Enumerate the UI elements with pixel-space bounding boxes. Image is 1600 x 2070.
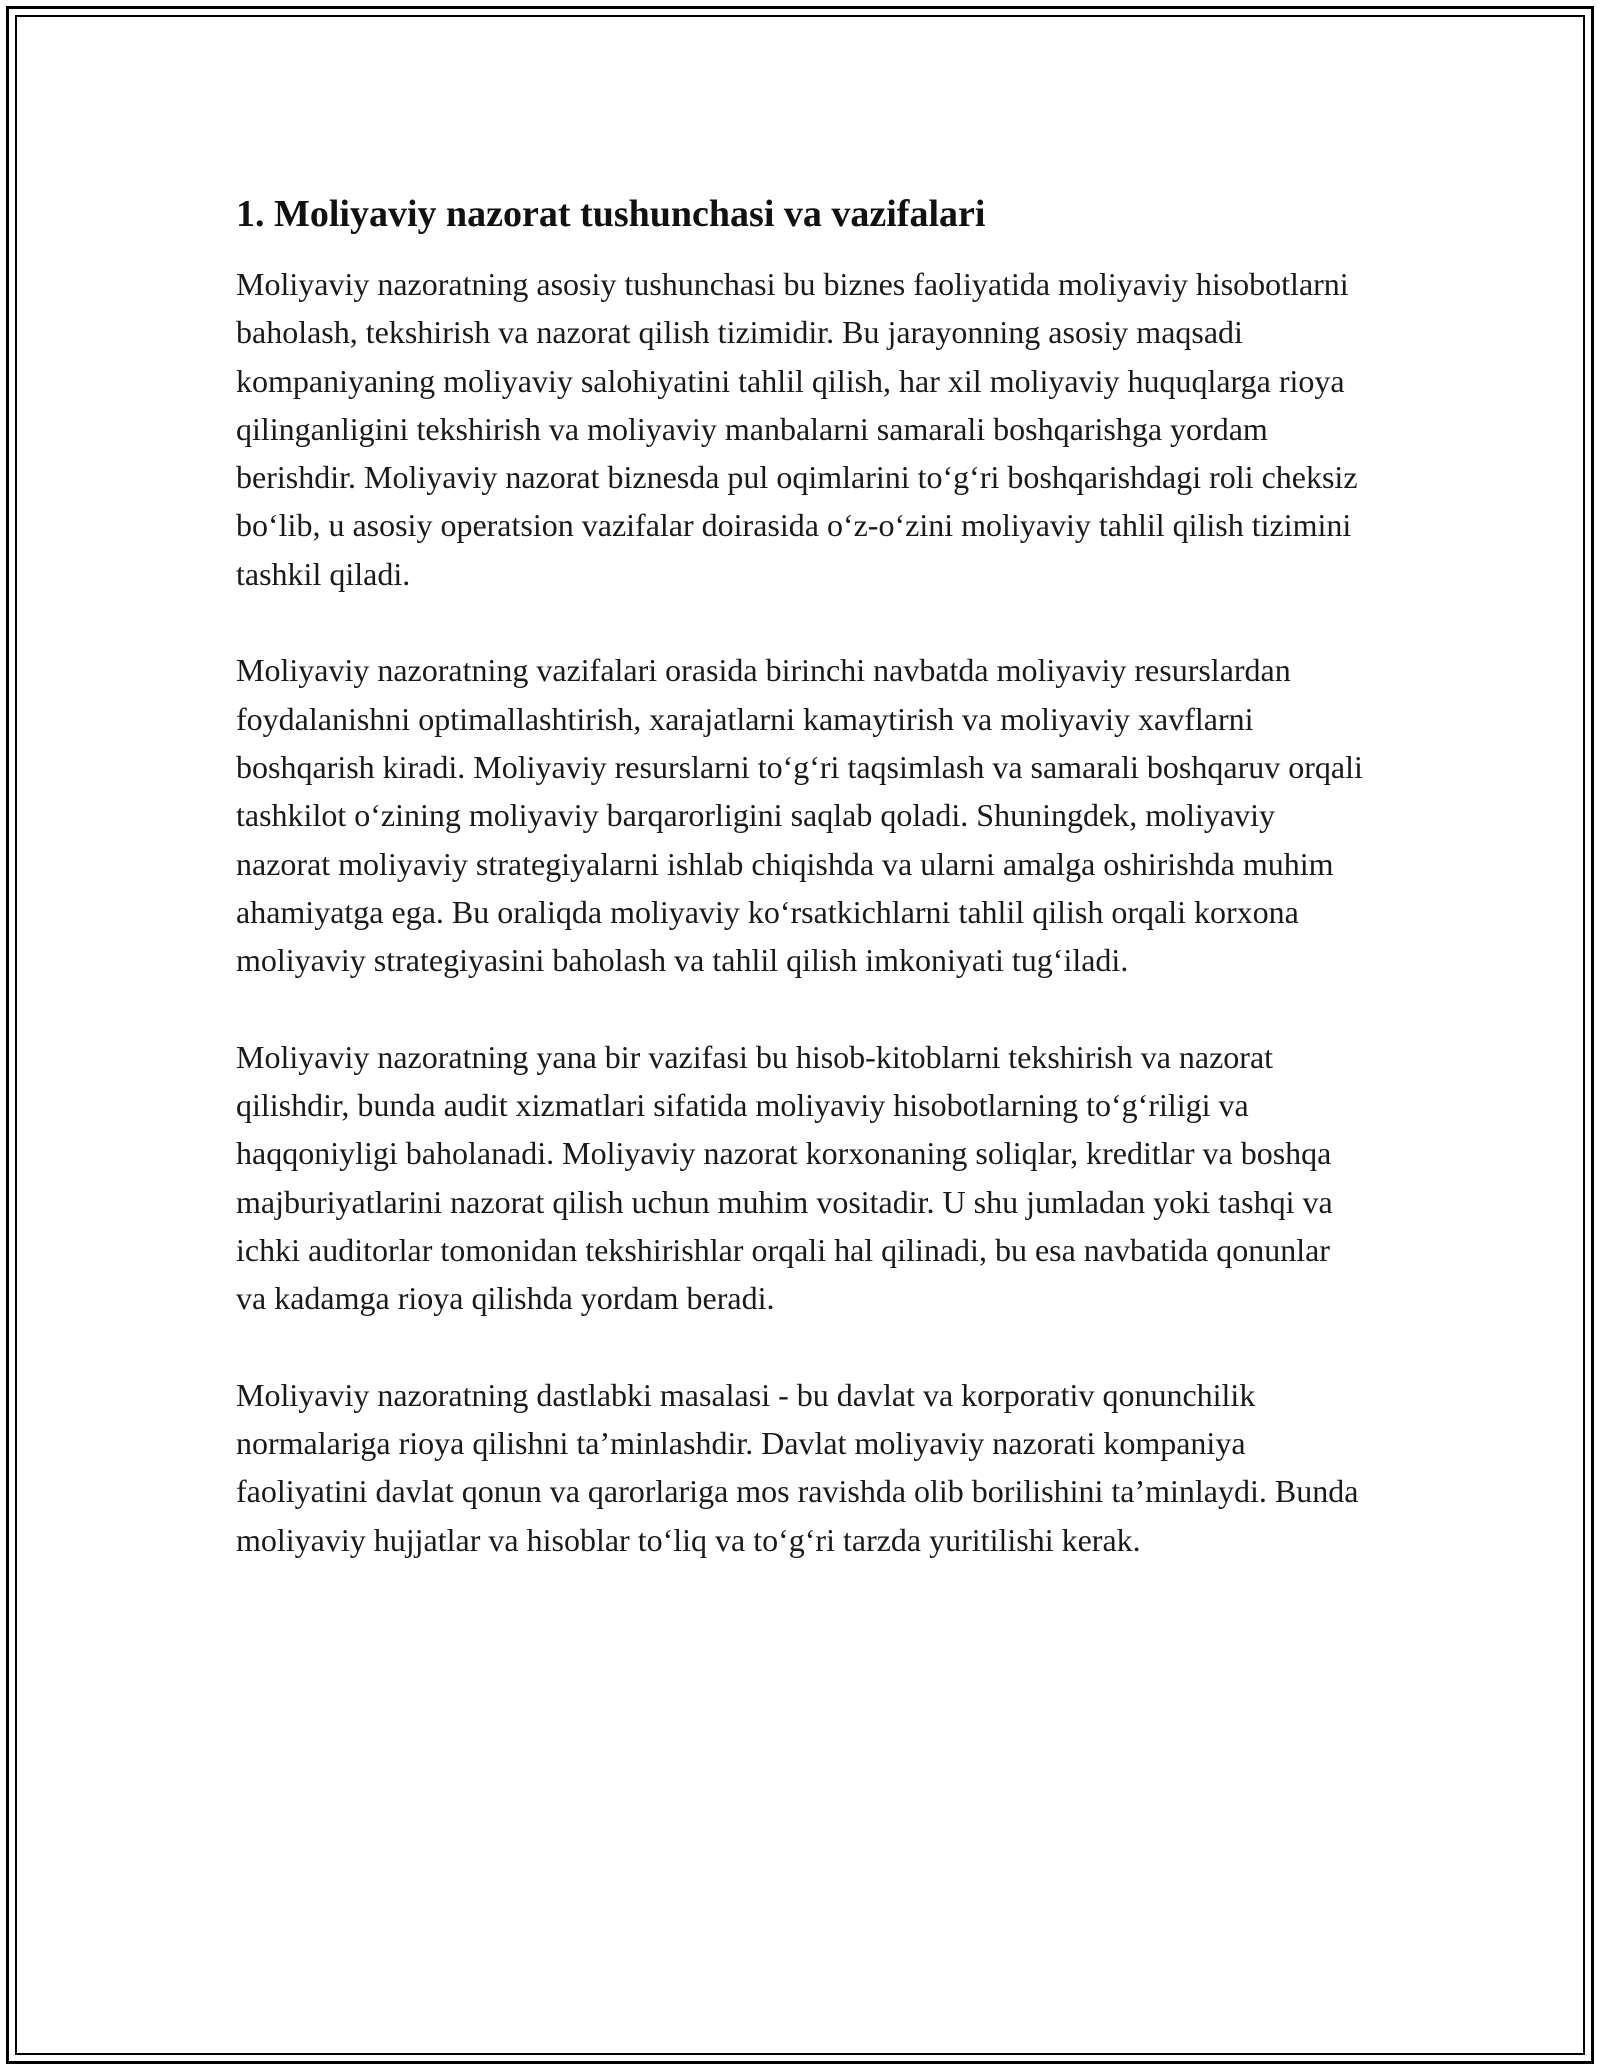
paragraph-2: Moliyaviy nazoratning vazifalari orasida birinchi navbatda moliyaviy resurslardan foydalanishni optimallashtirish, xarajatlarni kamaytirish va moliyaviy xavflarni boshqarish kiradi. Moliyaviy resurslarni to‘g‘ri taqsimlash va samarali boshqaruv orqali tashkilot o‘zining moliyaviy barqarorligini saqlab qoladi. Shuningdek, moliyaviy nazorat moliyaviy strategiyalarni ishlab chiqishda va ularni amalga oshirishda muhim ahamiyatga ega. Bu oraliqda moliyaviy ko‘rsatkichlarni tahlil qilish orqali korxona moliyaviy strategiyasini baholash va tahlil qilish imkoniyati tug‘iladi. (236, 652, 1363, 979)
document-body (236, 188, 1366, 1612)
paragraph-1: Moliyaviy nazoratning asosiy tushunchasi bu biznes faoliyatida moliyaviy hisobotlarni baholash, tekshirish va nazorat qilish tizimidir. Bu jarayonning asosiy maqsadi kompaniyaning moliyaviy salohiyatini tahlil qilish, har xil moliyaviy huquqlarga rioya qilinganligini tekshirish va moliyaviy manbalarni samarali boshqarishga yordam berishdir. Moliyaviy nazorat biznesda pul oqimlarini to‘g‘ri boshqarishdagi roli cheksiz bo‘lib, u asosiy operatsion vazifalar doirasida o‘z-o‘zini moliyaviy tahlil qilish tizimini tashkil qiladi. (236, 266, 1358, 592)
paragraph-3: Moliyaviy nazoratning yana bir vazifasi bu hisob-kitoblarni tekshirish va nazorat qilishdir, bunda audit xizmatlari sifatida moliyaviy hisobotlarning to‘g‘riligi va haqqoniyligi baholanadi. Moliyaviy nazorat korxonaning soliqlar, kreditlar va boshqa majburiyatlarini nazorat qilish uchun muhim vositadir. U shu jumladan yoki tashqi va ichki auditorlar tomonidan tekshirishlar orqali hal qilinadi, bu esa navbatida qonunlar va kadamga rioya qilishda yordam beradi. (236, 1038, 1333, 1317)
paragraph-4: Moliyaviy nazoratning dastlabki masalasi - bu davlat va korporativ qonunchilik normalariga rioya qilishni ta’minlashdir. Davlat moliyaviy nazorati kompaniya faoliyatini davlat qonun va qarorlariga mos ravishda olib borilishini ta’minlaydi. Bunda moliyaviy hujjatlar va hisoblar to‘liq va to‘g‘ri tarzda yuritilishi kerak. (236, 1376, 1359, 1558)
section-heading: 1. Moliyaviy nazorat tushunchasi va vazifalari (236, 193, 986, 235)
